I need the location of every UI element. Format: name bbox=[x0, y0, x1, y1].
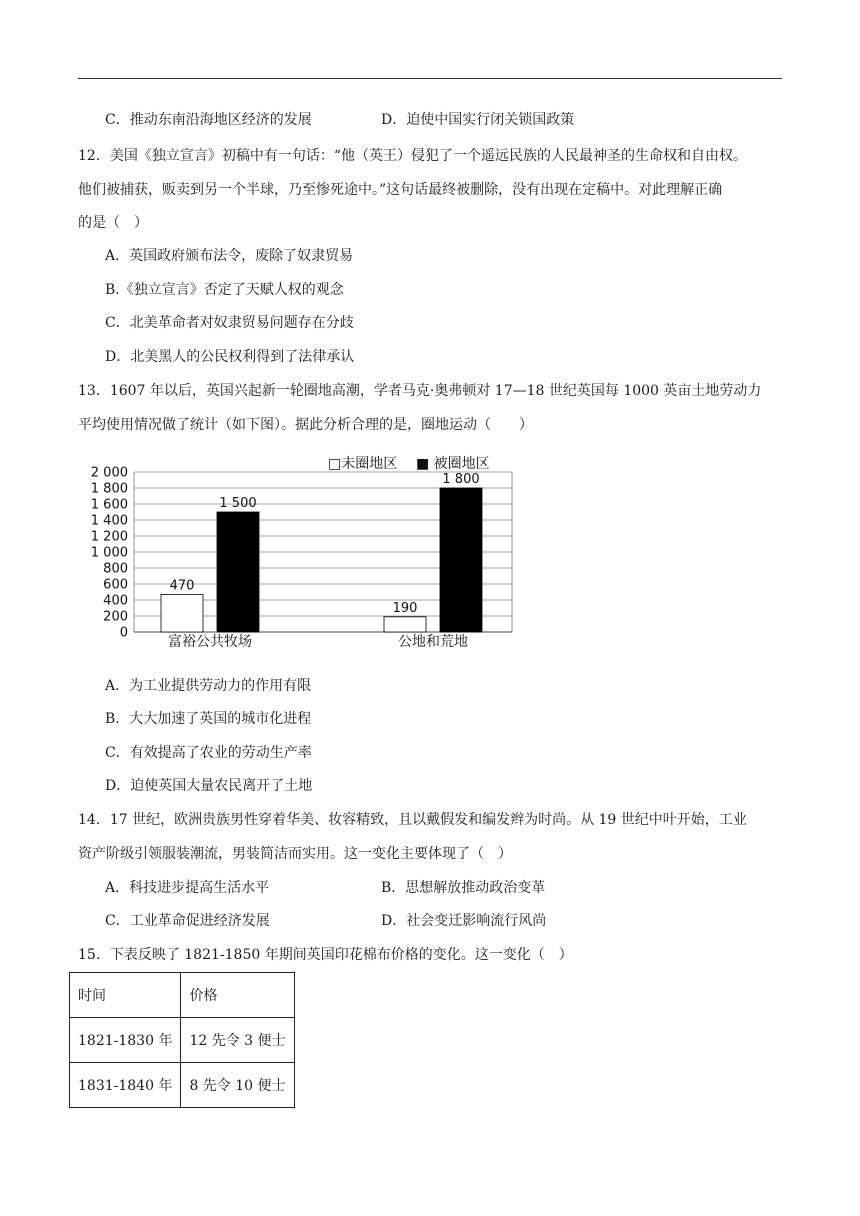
y-tick-label: 400 bbox=[103, 593, 128, 609]
table-row bbox=[70, 1063, 295, 1108]
chart-categories bbox=[168, 633, 468, 650]
q14-option-b: B．思想解放推动政治变革 bbox=[381, 880, 546, 896]
y-tick-label: 800 bbox=[103, 561, 128, 577]
q14-option-a: A．科技进步提高生活水平 bbox=[105, 880, 270, 896]
table-header-row bbox=[70, 973, 295, 1018]
chart-bars bbox=[161, 488, 482, 632]
table-cell-time: 1831-1840 年 bbox=[70, 1063, 181, 1108]
data-label: 190 bbox=[392, 600, 418, 616]
data-label: 1 500 bbox=[219, 496, 257, 511]
q14-options-ab bbox=[105, 878, 546, 898]
q14-option-d: D．社会变迁影响流行风尚 bbox=[381, 913, 547, 929]
price-table bbox=[69, 972, 295, 1108]
y-tick-label: 1 400 bbox=[90, 513, 128, 529]
data-label: 470 bbox=[169, 578, 195, 594]
table-cell-price: 12 先令 3 便士 bbox=[181, 1018, 294, 1063]
category-label: 公地和荒地 bbox=[398, 634, 468, 650]
q14-options-cd bbox=[105, 911, 547, 931]
q11-option-c: C．推动东南沿海地区经济的发展 bbox=[105, 112, 312, 128]
q14-stem-line-1: 14．17 世纪，欧洲贵族男性穿着华美、妆容精致，且以戴假发和编发辫为时尚。从 19 世纪中叶开始，工业 bbox=[78, 812, 747, 828]
q14-stem-line-2: 资产阶级引领服装潮流，男装简洁而实用。这一变化主要体现了（ ） bbox=[78, 846, 512, 862]
q11-options-cd bbox=[105, 110, 575, 130]
q13-stem-line-1: 13．1607 年以后，英国兴起新一轮圈地高潮，学者马克·奥弗顿对 17—18 世纪英国每 1000 英亩土地劳动力 bbox=[78, 383, 762, 399]
y-tick-label: 200 bbox=[103, 609, 128, 625]
y-tick-label: 0 bbox=[119, 625, 128, 641]
bar-enclosed bbox=[440, 488, 482, 632]
table-cell-price: 8 先令 10 便士 bbox=[181, 1063, 294, 1108]
chart-data-labels bbox=[170, 472, 480, 616]
q12-option-c: C．北美革命者对奴隶贸易问题存在分歧 bbox=[105, 315, 354, 331]
legend-enclosed: ■ 被圈地区 bbox=[416, 456, 490, 472]
bar-unenclosed bbox=[161, 594, 203, 632]
header-rule bbox=[78, 78, 782, 79]
table-header-price: 价格 bbox=[181, 973, 294, 1018]
q11-option-d: D．迫使中国实行闭关锁国政策 bbox=[381, 112, 575, 128]
q13-option-a: A．为工业提供劳动力的作用有限 bbox=[105, 678, 312, 694]
q13-option-c: C．有效提高了农业的劳动生产率 bbox=[105, 745, 312, 761]
y-tick-label: 1 000 bbox=[90, 545, 128, 561]
table-cell-time: 1821-1830 年 bbox=[70, 1018, 181, 1063]
y-tick-label: 600 bbox=[103, 577, 128, 593]
bar-enclosed bbox=[217, 512, 259, 632]
q12-stem-line-1: 12．美国《独立宣言》初稿中有一句话：“他（英王）侵犯了一个遥远民族的人民最神圣的生命权和自由权。 bbox=[78, 148, 747, 164]
legend-unenclosed: □未圈地区 bbox=[328, 456, 398, 472]
chart-y-ticks bbox=[91, 466, 128, 641]
q14-option-c: C．工业革命促进经济发展 bbox=[105, 913, 270, 929]
table-header-time: 时间 bbox=[70, 973, 181, 1018]
enclosure-labor-bar-chart bbox=[84, 452, 524, 652]
category-label: 富裕公共牧场 bbox=[168, 634, 252, 650]
table-row bbox=[70, 1018, 295, 1063]
y-tick-label: 1 200 bbox=[90, 529, 128, 545]
bar-unenclosed bbox=[384, 617, 426, 632]
y-tick-label: 1 600 bbox=[90, 497, 128, 513]
q15-stem: 15．下表反映了 1821-1850 年期间英国印花棉布价格的变化。这一变化（ ） bbox=[78, 947, 573, 963]
q12-stem-line-2: 他们被捕获，贩卖到另一个半球，乃至惨死途中。”这句话最终被删除，没有出现在定稿中。对此理解正确 bbox=[78, 182, 723, 198]
y-tick-label: 1 800 bbox=[90, 481, 128, 497]
data-label: 1 800 bbox=[442, 472, 480, 487]
q12-option-d: D．北美黑人的公民权利得到了法律承认 bbox=[105, 349, 355, 365]
q12-option-b: B.《独立宣言》否定了天赋人权的观念 bbox=[105, 282, 344, 298]
q13-stem-line-2: 平均使用情况做了统计（如下图）。据此分析合理的是，圈地运动（ ） bbox=[78, 417, 533, 433]
y-tick-label: 2 000 bbox=[90, 465, 128, 481]
q13-option-b: B．大大加速了英国的城市化进程 bbox=[105, 711, 312, 727]
q12-stem-line-3: 的是（ ） bbox=[78, 215, 148, 231]
q12-option-a: A．英国政府颁布法令，废除了奴隶贸易 bbox=[105, 248, 354, 264]
q13-option-d: D．迫使英国大量农民离开了土地 bbox=[105, 778, 313, 794]
chart-legend bbox=[328, 455, 490, 472]
